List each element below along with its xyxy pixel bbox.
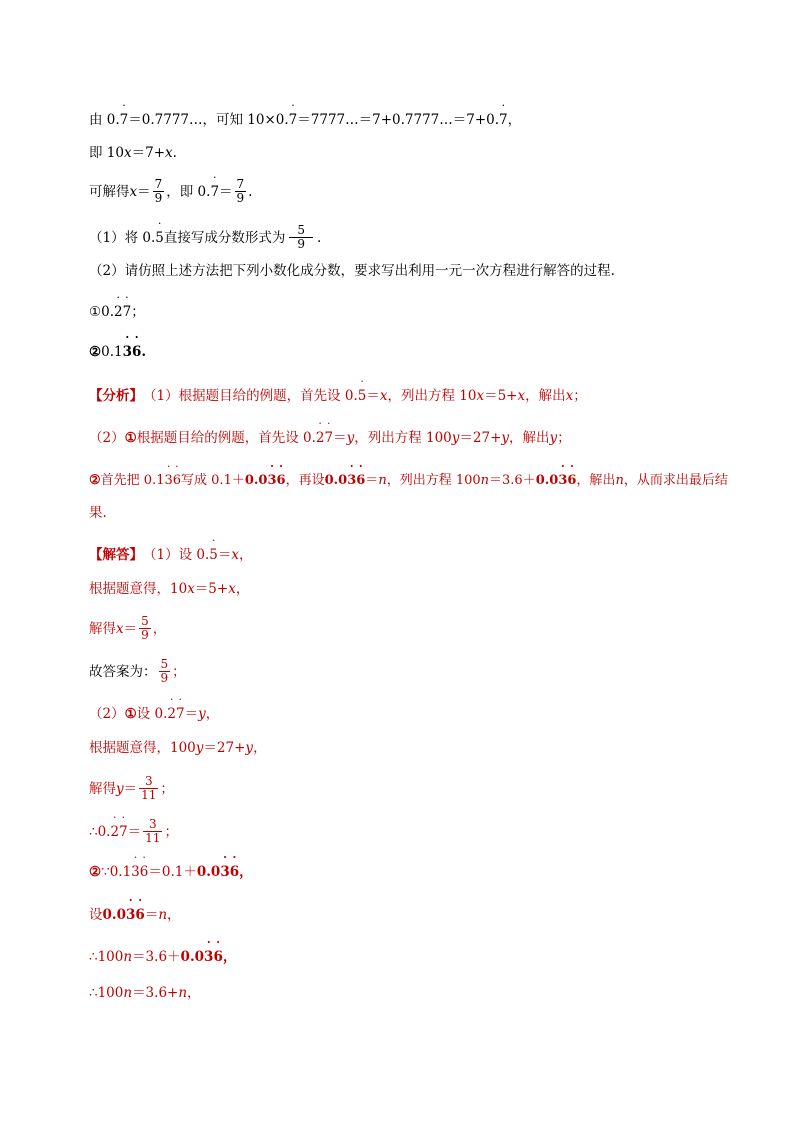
solution-line-11: ∴100 n ＝3.6＋ 0.0 · 3 · 6 ， xyxy=(89,947,236,967)
intro-line-3: 可解得 x ＝ $\frac{7}{9}$ ，即 0. · 7 ＝ $\frac{7}{9}$ . xyxy=(89,178,252,205)
question-2-item-2: ② 0.1 · 3 · 6 . xyxy=(89,342,146,362)
solution-line-7: 解得 y ＝ $\frac{3}{11}$ ； xyxy=(89,774,174,802)
intro-line-1: 由 0. · 7 ＝0.7777…，可知 10×0. · 7 ＝7777…＝7+0.7777…＝7+0. · 7 ， xyxy=(89,110,521,130)
analysis-tag: 【分析】 xyxy=(89,388,143,404)
fraction: $\frac{5}{9}$ xyxy=(141,614,149,642)
fraction: $\frac{5}{9}$ xyxy=(160,657,169,685)
solution-line-8: ∴0. · 2 · 7 ＝ $\frac{3}{11}$ ； xyxy=(89,818,178,845)
fraction: $\frac{3}{11}$ xyxy=(141,774,157,802)
analysis-line-1: 【分析】 （1）根据题目给的例题，首先设 0. · 5 ＝ x ，列出方程 10 x ＝5+ x ，解出 x ； xyxy=(89,386,587,406)
question-2-item-1: ① 0. · 2 · 7 ； xyxy=(89,302,145,322)
question-1: （1）将 0. · 5 直接写成分数形式为 $\frac{5}{9}$ . xyxy=(89,224,321,251)
solution-line-4: 故答案为： $\frac{5}{9}$ ； xyxy=(89,657,186,685)
analysis-line-2: （2） ① 根据题目给的例题，首先设 0. · 2 · 7 ＝ y ，列出方程 100 y ＝27+ y ，解出 y ； xyxy=(89,428,571,448)
question-2: （2）请仿照上述方法把下列小数化成分数，要求写出利用一元一次方程进行解答的过程. xyxy=(89,263,615,279)
intro-line-2: 即 10 x ＝7+ x . xyxy=(89,145,177,161)
fraction: $\frac{3}{11}$ xyxy=(145,817,161,845)
solution-line-12: ∴100 n ＝3.6+ n ， xyxy=(89,985,201,1001)
solution-line-10: 设 0.0 · 3 · 6 ＝ n ， xyxy=(89,905,181,925)
solution-line-6: 根据题意得，100 y ＝27+ y ， xyxy=(89,740,267,756)
answer-blank-fraction: $\frac{5}{9}$ xyxy=(289,224,313,251)
solution-line-3: 解得 x ＝ $\frac{5}{9}$ ， xyxy=(89,614,167,642)
solution-line-5: （2） ① 设 0. · 2 · 7 ＝ y ， xyxy=(89,704,219,724)
fraction: $\frac{7}{9}$ xyxy=(154,177,163,205)
fraction: $\frac{7}{9}$ xyxy=(236,177,245,205)
solution-line-2: 根据题意得，10 x ＝5+ x ， xyxy=(89,581,250,597)
solution-tag: 【解答】 xyxy=(89,547,143,563)
solution-line-9: ② ∵0.1 · 3 · 6 ＝0.1＋ 0.0 · 3 · 6 ， xyxy=(89,862,253,882)
solution-line-1: 【解答】 （1）设 0. · 5 ＝ x ， xyxy=(89,545,252,565)
analysis-line-3: ② 首先把 0.1 · 3 · 6 写成 0.1＋ 0.0 · 3 · 6 ，再设 0.0 · 3 · 6 ＝ n ，列出方程 100 n ＝3.6＋ 0.0 · 3 · 6 ，解出 n ，从而求出最后结 xyxy=(89,471,728,491)
analysis-line-4: 果. xyxy=(89,505,107,521)
